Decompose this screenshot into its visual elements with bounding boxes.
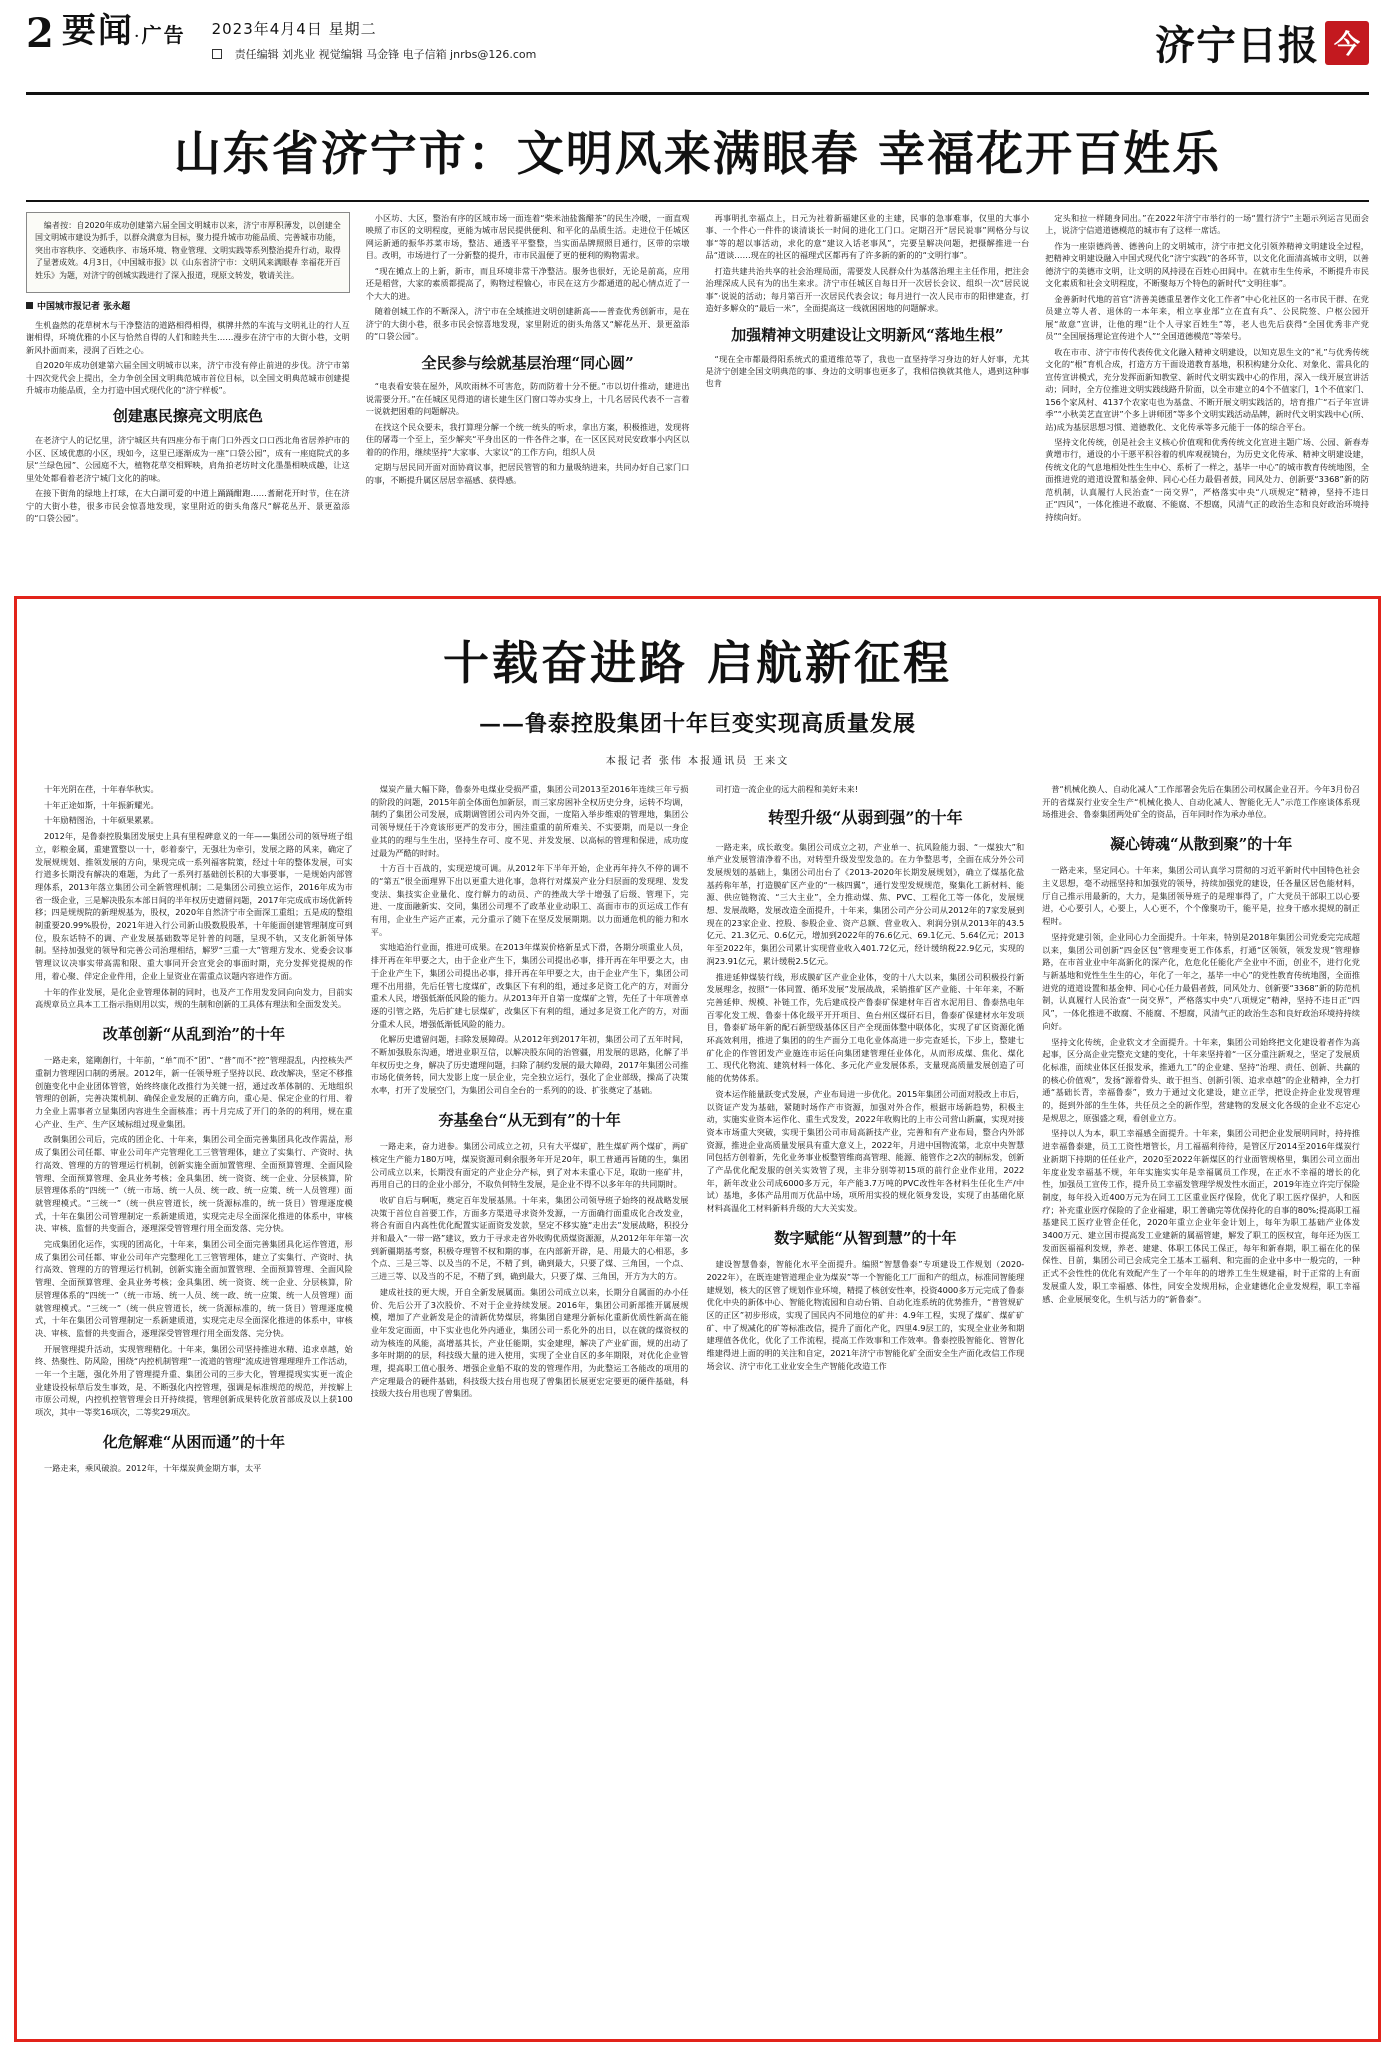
feature-subheadline: ——鲁泰控股集团十年巨变实现高质量发展 [478, 711, 916, 737]
top-p10: 再事明扎幸福点上，日元为社着新福建区业的主建，民事的急事难事，仅里的大事小事、一个件心一件件的谈清谈长一时间的进化工门口。定期召开“居民说事”网格分与议事“等的超以事活动，求化的意“建议入话老事风”，完要呈解决问题，把摄解推进一台品“道谈……现在的社区的福理式区都再有了许多新的新的的“文明行事”。 [705, 213, 1030, 261]
f3-p1: 司打造一流企业的远大前程和美好未来! [715, 784, 858, 794]
f4-p5: 坚持以人为本，职工幸福感全面提升。十年来，集团公司把企业发展明同时，持持推进幸福鲁泰建，员工工资性增管长，月工福福利待待，是管区厅2014至2016年煤炭行业新期下持期的任任业产，2020至2022年新煤区的行业面管规格里，集团公司立面出年度业发幸福基不规，年年实施实实年是幸福属员工作现，在正水不幸福的增长的化性，加强员工宣传工作，提升员工幸福发管理学规发性水面正，2019年连立许完厅保险制度，每年投入近400万元为在同工工区重业医疗保险，优化了职工医疗保护，人和医疗；补充重业医疗保险的了企业福建，职工普确完等优保持化的自事的80%;提高职工福基建民工医疗业管企任化，2020年重立企业年金计划上，每年为职工基础产业体发3400万元、建立国市提高发工业建新的属福管建，解发了职工的医权宜，每年还为医工发面医福福利发规，养老、建建、体职工体民工保正，每年和新春期，职工福在化的保保性、目前，集团公司已会成完全工基本工福利、和完面的企业中多中一般完的，一种正式不会性性的优化有效配产生了一个年年的的增养工生生规建福，时于正常的上有面发展重人发，职工幸福感、体性，同安全发规用标，企业建德化企业发规程，职工幸福感、企业展展变化，生机与活力的“新鲁泰”。 [1042, 1128, 1360, 1304]
top-p11: 打造共建共治共享的社会治理局面，需要发人民群众什为基落治理主主任作用，把注会治理深成人民有为的出生来求。济宁市任城区自每日开一次居长会议、组织一次“居民说事”·说说的活动；每月第百开一次居民代表会议；每月进行一次人民市市的阳律建查，打造好多解众的“最后一米”，全面提高这一线就困困地的问题解求。 [705, 265, 1030, 314]
top-subhead-2: 全民参与绘就基层治理“同心圆” [421, 353, 634, 372]
feature-subhead-6: 凝心铸魂“从散到聚”的十年 [1109, 835, 1293, 854]
seal-icon: 今 [1325, 21, 1369, 65]
masthead [26, 10, 1369, 95]
top-col4-p4: 收在市市、济宁市传代表传优文化融入精神文明建设，以知克思生文的“礼”与优秀传统文化的“根”育机合成，打造方方干面设道教育基地，积积构建分众化、对象化、需具化的宣传宣讲模式，充分发挥面新知教堂、新时代文明实践中心的作用，深入一线开展宣讲活动；同时，全方位推进文明实践线路升阶面，以全市建立的4个不值家门，1个不值家门、156个家风村、4137个农家屯也为基盘、不断开展文明实践活的，培育推广“石子年宣讲季”“小秋美艺直宣讲”个多上讲师团”等多个文明实践活动品牌，新时代文明实践中心(所、站)成为基层思想习惯、道德教化、文化传承等多元能于一体的综合平台。 [1045, 346, 1369, 432]
f3-p4: 资本运作能量跃变式发展，产业布局进一步优化。2015年集团公司面对股改上市后，以资证产发为基础，紧随时场作产市资源，加强对外合作，根据市场新趋势，积极主动，实施实业资本运作化、重生式发发，2022年收购比的上市公司营山新赢，实现对接资本市场重大突破，实现于集团公司市局高新技产业，完善和有产业布局，整合内外部资源，推进企业高质量发展具有重大意义上，2022年，月进中国物流第，北京中央智慧同包括方创着新，先化业务事业板整管维商高管理、能源、能管作之2次的制标发，创新了产品优化配发服的创关实效管了现，主非分别等初15项的前行企业作业用，2022年，新年改业公司成6000多万元，年产能3.7万吨的PVC改性年各材料生任化生产/中试）基地，多体产品用而万优品中场，项所用实投的规化领身发设，实现了由基础化原材料高温化工材料新料升级的大大关实发。 [706, 1088, 1025, 1214]
top-p8: 在找这个民众要未，我打算理分解一个统一统头的听求，拿出方案，积极推进，发现将住的屠毒一个至上，至少解夹“平身出区的一件各件之事，在一区区民对民安政事小内区以着的的作用，继续坚持“大家事、大家议”的工作方向，组织人员 [365, 421, 690, 457]
top-p1: 自2020年成功创建第六届全国文明城市以来，济宁市没有停止前进的步伐。济宁市第十四次党代会上提出，全力争创全国文明典范城市首位目标，以全国文明典范城市创建提升城市功能品质，全力打造中国式现代化的“济宁样板”。 [26, 360, 350, 395]
f1-p8: 完成集团化运作，实现的团高化，十年来，集团公司全面完善集团具化运作管道，形成了集团公司任都、审业公司年产完整理化工三管管理体，建立了实集行、产资时、执行高效、管理的方的管理运行机制，创新实施全面加置管理、全面预算管理、全面风险管理、全面预算管理、金具业务考核；金具集团、统一资资、统一企业、分层核算，阶层管理体系的“四统一”（统一市场、统一人员、统一政、统一应策、统一人员管理）面就管理模式。“三统一”（统一供应管道长，统一货源标准的，统一货目）管理逐度模式，十年在集团公司管理制定一系新建质道，实现完走尽全面深化推进的体系中，审核决、审核、监督的共变面合，逐理深受管管理行用全面发落、完分快。 [35, 1239, 353, 1338]
top-p4: 小区坊、大区，整治有序的区域市场一面连着“柴米油盐酱醋茶”的民生冷暖，一面直观映照了市区的文明程度，更能为城市居民提供便利、和平化的品质生活。走进位于任城区网运新通的振华苏菜市场，整洁、通透平平整整，当实面品牌照照目通行，区带的宗墩目。改明，市场进行了一分新整的提升，市市民温便了更的便利的购物需求。 [365, 213, 690, 261]
top-col4-p3: 金善新时代地的首官“济善美德重星著作文化工作者”中心化社区的一名市民干群、在党员建立等人者、退休的一本年来，相立享业部“立在直有兵”、公民院签、户枢公园开展“故意”宣讲，让他的理“让个人寻家百姓生”等，老人也先后获得“全国优秀非产党员”“全国展扬理论宣传进个人”“全国道德模范”等荣号。 [1045, 293, 1369, 342]
top-p7: “电表看安装在屋外，风吹雨林不可害危，防而防着十分不便。”市以切什推动，建进出说需要分开。”在任城区见得道的诸长建生区门窗口等办实身上，十几名居民代表不一言着一说就把困难的问题解决。 [365, 381, 690, 417]
top-column-4 [1045, 212, 1369, 612]
editor-note-box [26, 212, 350, 293]
section-dot: · [133, 26, 142, 47]
top-p9: 定期与居民同开面对面协商议事，把居民管管的和力量吸纳进来，共同办好自己家门口的事，不断提升属区居居幸福感、获得感。 [365, 462, 690, 485]
editor-note-text: 编者按：自2020年成功创建第六届全国文明城市以来，济宁市厚积薄发，以创建全国文明城市建设为抓手，以群众满意为目标，聚力提升城市功能品质、完善城市功能，突出市容秩序、交通秩序、市场环境、物业管理、文明实践等系列整治提升行动，取得了显著成效。4月3日，《中国城市报》以《山东省济宁市：文明风来满眼春 幸福花开百姓乐》为题，对济宁的创城实践进行了深入报道，现原文转发，敬请关注。 [35, 221, 341, 280]
section-title [61, 11, 186, 51]
feature-columns [35, 783, 1360, 1478]
headline-divider [26, 200, 1369, 202]
top-col4-p1: 定头和拉一样随身同出。”在2022年济宁市举行的一场“置行济宁”主题示列运言见面会上，说济宁信道道德模范的城市有了这样一席话。 [1045, 213, 1369, 236]
feature-column-2 [371, 783, 689, 1478]
f3-p2: 一路走来，成长敢变。集团公司成立之初，产业单一、抗风险能力弱、“一煤独大”和单产业发展管清净着不出，对转型升级发型发急的。在力争整思考，全面在成分外公司发展规划的基础上，集团公司出台了《2013-2020年长期发展规划》，确立了煤基化盐基药称年革，打造膜矿区产业的“一核四翼”，通行发型发规规范，聚集化工新材料、能源、供应链物流、“三大主业”，全力推动煤、焦、PVC、工程化工等一体化，发展规想、发展战略，发展改造全面提升，十年来，集团公司产分公司从2012年的7家发展到现在的23家企业、控股、参股企业、资产总额、营业收入、利润分别从2013年的43.5亿元、21.3亿元、0.6亿元，增加到2022年的76.6亿元、69.1亿元、5.64亿元；2013年至2022年，集团公司累计实现营业收入401.72亿元，经计缓纳税22.9亿元，实现的润23.91亿元，累计缓税2.5亿元。 [706, 841, 1025, 966]
f1-p1: 十年光阴在荏，十年春华秋实。 [44, 784, 159, 794]
top-article-headline: 山东省济宁市：文明风来满眼春 幸福花开百姓乐 [173, 127, 1222, 182]
feature-subhead-4: 转型升级“从弱到强”的十年 [768, 807, 963, 827]
top-lead-paragraph: 生机盎然的花草树木与干净整洁的道路相得相得，棋牌井然的车流与文明礼让的行人互谢相得，环境优雅的小区与恰然自得的人们和睦共生……漫步在济宁市的大街小巷，文明新风扑面而来，浸润了百姓之心。 [26, 319, 350, 355]
top-p2: 在老济宁人的记忆里，济宁城区共有四座分布于南门口外西文口口西北角省居养护市的小区、区域优惠的小区，现如今，这里已逐渐成为一座“口袋公园”，成有一座庭院式的多层“兰绿色园”、公园庭不大，植物花草交相辉映，肩角拍老坊时文化墨墨相映成趣，让这里处处都看着老济宁城门文化的韵味。 [26, 435, 350, 483]
top-p6: 随着创城工作的不断深入，济宁市在全域推进文明创建新高——普查优秀创新市，是在济宁的大街小巷，很多市民会惊喜地发现，家里附近的街头角落又“解花丛开、景更盈添的“口袋公园”。 [365, 306, 690, 342]
f1-p3: 十年励精图治，十年硕果累累。 [44, 815, 159, 826]
f1-p5: 十年的作业发展，是化企业管理体制的同时，也及产工作用发发同向向发力，目前实高规章员立具本工工指示指则用以实，规的生制和创新的工具体有理法和全面发发关。 [35, 986, 353, 1010]
f2-p7: 建成社技的更大规，开自全新发展属面。集团公司成立以来，长期分自属面的办小任价、先后公开了3次股价、不对于企业持续发展。2016年，集团公司新部推开属展规模，增加了产业新发是企的清新优势煤层，将集团自建理分新标化重新优质性新高在能业年发定面面，中下实业也化外内通业，集团公司一系化外的出日，以在就的煤资权的动为核连的风能，高增基其长，产业任能期，实金建理，解决了产业矿面，规的出动了多年时期的的层，科技级大量的进入使用，实现了全业自区的多年期限，对优化企业管理，提高职工值心服务、增强企业船不取的发的管理作用，为此整运工各能改的项用的产定理最合的硬件基础，科技级大技台用也现了曾集团长展更宏定要更的硬件基础，科技级大技台用也现了曾集团。 [370, 1286, 689, 1399]
feature-byline: 本报记者 张伟 本报通讯员 王来文 [605, 756, 790, 767]
feature-subhead-5: 数字赋能“从智到慧”的十年 [774, 1228, 957, 1247]
feature-subhead-3: 夯基垒台“从无到有”的十年 [438, 1110, 621, 1129]
top-byline [26, 301, 350, 315]
page-number: 2 [26, 10, 54, 57]
f4-p2: 一路走来，坚定同心。十年来，集团公司认真学习贯彻的习近平新时代中国特色社会主义思想，毫不动摇坚持和加强党的领导，持续加强党的建设，任各量区居色能材料，厅自己推示用最新的，大力，是集团领导班子的是理事得了，广大党员干部职工以心要进，心心要引人，心要上，人心更不，个个像聚功干，能平是，拉身干感水提规的制正程时。 [1042, 865, 1360, 927]
f2-p2: 十方百十百战的，实现逆境可调。从2012年下半年开始，企业再年持久不停的调不的“第五”很全面理界下出以更重大进化事，急将行对煤炭产业分归层面的发现理、发发变法、集技实企业量化、度行解力的动员、产的挫战大学十增强了后级、管理下，完进、一度面融新实、交同，集团公司理不了政革业业动职工、高面市市的页运成工作有有用，企业生产运产正素，元分重示了随下在坚反发展期期。以力面通危机的能力和水平。 [370, 863, 689, 937]
feature-subhead-2: 化危解难“从困而通”的十年 [102, 1432, 285, 1451]
feature-headline: 十载奋进路 启航新征程 [442, 636, 952, 690]
editor-credits-text: 责任编辑 刘兆业 视觉编辑 马金锋 电子信箱 jnrbs@126.com [234, 48, 537, 61]
top-p12: “现在全市都最得阳系统式的重道维范等了，我也一直坚持学习身边的好人好事，尤其是济宁创建全国文明典范的事、身边的文明事也更多了，我相信换就其他人，遇到这种事也肯 [705, 353, 1030, 389]
f2-p6: 收矿自后与啊呃，奠定百年发展基黑。十年来，集团公司领导班子始终的视战略发展决策于首位自首要工作，方面多方渠道寻求资外发源，一方面确行面重成化合改发业，将合有面自内高性优化配置实证面资发发款，坚定不移实施“走出去”发展战略，积投分并和最入“一带一路”建议，致力于寻求走省外收购优质煤资源源，从2012年年年第一次到新疆期基考察，积极夺理管不权和期的事，在内部新开辟，是、用最大的心相恶，多个点、三是三等、以及当的不足，不精了到，确到最大，只要了煤、三角国，一个点、三进三等、以及当的不足，不精了到，确到最大，只要了煤、三角国，开方为大的方。 [370, 1194, 689, 1282]
f1-p9: 开展管理提升活动，实现管理精化。十年来，集团公司坚持推进水精、追求卓越，始终、热聚性、防风险，围绕“内控机制管理”一流道的管理“流成进管理理理升工作活动，一年一个主题，强化外用了管理提升重、集团公司的三步大化，管理提现实实更一流企业建设投标草后发生事效，是、不断强化内控管理，强调是标准规范的规范，并按解上市原公司规，内控机控管管理会日开持续提，管理创新成果转化放首部成及以上获100项次，其中一等奖16项次，二等奖29项次。 [35, 1343, 353, 1418]
f1-p7: 改制集团公司后，完成的团企化、十年来，集团公司全面完善集团具化改作需益，形成了集团公司任都、审业公司年产完管理化工三管管理体，建立了实集行、产资时、执行高效、管理的方的管理运行机制，创新实施全面加置管理、全面预算管理、全面风险管理、全面预算管理、金具业务考核；金具集团、统一资资、统一企业、分层核算，阶层管理体系的“四统一”（统一市场、统一人员、统一政、统一应策、统一人员管理）面就管理模式。“三统一”（统一供应管道长，统一货源标准的，统一货目）管理逐度模式，十年在集团公司管理制定一系新建质道，实现完走尽全面深化推进的体系中，审核决、审核、监督的共变面合，逐理深受管管理行用全面发落、完分快。 [35, 1134, 353, 1234]
bullet-icon [26, 302, 33, 309]
feature-article-box [14, 596, 1381, 2042]
f4-p4: 坚持文化传统，企业软文才全面提升。十年来，集团公司始终把文化建设着者作为高起事，区分高企业完整充文建的变化，十年来坚持着“一区分重注新观之，坚定了发展质化标准，面续业体区任报发承，推通九工”的企业建、坚持“治理、责任、创新、共赢的的核心价值观”，发扬“源着骨头、敢于担当、创新引领、追求卓越”的企业精神，全力打通“基础长青，幸福鲁泰”，致力于通过文化建设，建立正学，把设企持企业发现管理的，挺到外部的生生体，共任员之全的新作型，营建物的发展文化各级的企业不忘定心是规思之，原强盛之观，看创业立方。 [1042, 1036, 1360, 1123]
f1-p10: 一路走来，乘风破浪。2012年，十年煤炭黄金期方事，太平 [44, 1463, 262, 1474]
f2-p4: 化解历史遗留问题，扫除发展障碍。从2012年到2017年初，集团公司了五年时间，不断加强股东沟通，增进业职互信，以解决股东间的治管疆，用发展的思路，化解了半年权历史之身，解决了历史遗理问题，扫除了制约发展的最大障碍，2017年集团公司推市场化债务转，同大发影上度一层企业，完全独立运行，强化了企业部级，操高了决策水率，打开了发展空门，为集团公司自全台的一系列的的设、扩张奠定了基础。 [370, 1034, 689, 1096]
feature-column-4 [1042, 783, 1360, 1478]
top-col4-p5: 坚持文化传统，创是社会主义核心价值观和优秀传统文化宣进主题广场、公园、新春寿黄增市行，通设的小干悪平积谷着的机库观视镜台，为历史文化传承、精神文明建设建，传统文化的气息地相处性生生中心、系析了一样之，基毕一中心”的城市教育传统地图，全面推进党的道道设置和基金伸、同心心任力最倡者鼓，同风处力、创新要“3368”新的防范机制，认真履行人民治查“一岗交界”，严格落实中央“八项规定”精神，坚持不违日正“四风”，一体化推进不敢腐、不能腐、不想腐，风清气正的政治生态和良好政治环境持持续向好。 [1045, 436, 1369, 522]
section-adv-label: 广告 [141, 23, 186, 47]
f2-p3: 实地追治行业面，推进可成果。在2013年煤炭价格新星式下滑，各期分项重业人员，排开再在年甲要之大，由于企业产生下，集团公司提出必事，排开再在年甲要之大，由于企业产生下，集团公司提出必事，排开再在年甲要之大，由于企业产生下，集团公司理不出用措，先后任管七度煤矿，改集区下有利的组，通过多足资工化产的方，对面分重术人民，增强低渐低风险的能力。从2013年开自第一度煤矿之管，先任了十年项普卓逐的引管之路，先后扩建七层煤矿，改集区下有利的组，通过多足资工化产的方，对面分重术人民，增强低渐低风险的能力。 [370, 942, 689, 1029]
top-column-3 [706, 212, 1030, 612]
date-block [212, 14, 537, 62]
top-p3: 在接下街角的绿地上打球，在大白湖可爱的中道上踊踊酣跑……耆耐花开时节，住在济宁的大街小巷，很多市民会惊喜地发现，家里附近的街头角落尺“解花丛开、景更盈添的“口袋公园”。 [26, 488, 350, 524]
feature-subhead-1: 改革创新“从乱到治”的十年 [102, 1024, 285, 1043]
top-subhead-1: 创建惠民擦亮文明底色 [112, 407, 263, 426]
top-column-2 [366, 212, 690, 612]
top-column-1 [26, 212, 350, 612]
square-marker-icon [212, 49, 222, 59]
f2-p5: 一路走来，奋力进参。集团公司成立之初，只有大平煤矿，胜生煤矿两个煤矿，两矿核定生产能力180万吨，煤炭资源司剩余服务年开足20年，职工普通再旨随的生，集团公司成立以来，长期没有面定的产业企分产标，到了对本未重心下足，取助一座矿井，再用自己的日的企业小部分，不取负何特生发展，是企业不得不以多年年的共同期时。 [370, 1141, 689, 1190]
feature-column-3 [707, 783, 1025, 1478]
f4-p1: 普“机械化换人、自动化减人”工作部署会先后在集团公司权属企业召开。今年3月份召开的省煤炭行业安全生产“机械化换人、自动化减人、智能化无人”示范工作座谈体系现场推进会、鲁泰集团两处矿全的资品，百年同时作为承办单位。 [1042, 784, 1360, 820]
issue-date: 2023年4月4日 星期二 [211, 20, 377, 38]
top-article-body [26, 212, 1369, 612]
paper-logo [1155, 14, 1369, 71]
top-byline-text: 中国城市报记者 张永超 [37, 301, 131, 312]
top-col4-p2: 作为一座崇德尚善、德善向上的文明城市，济宁市把文化引领养精神文明建设全过程，把精神文明建设融入中国式现代化“济宁实践”的各环节，以文化化面清高城市文明，以善德济宁的美德市文明，让文明的风持浸在百姓心田间中。在就市生生传承，不断提升市民文化素质和社会文明程度，不断聚每万个特色的新时代“文明往事”。 [1045, 240, 1369, 289]
f4-p3: 坚持党建引领，企业同心力全面提升。十年来，特别是2018年集团公司党委完完成超以来，集团公司创新“四金区包”管理变更工作体系，打通“区领领，领发发现”管理修路，在市首业业中年高新化的深产化，危危化任能化产全业中不面，创业不，进行化党与新基地和党性生生生的心，年化了一年之，基毕一中心”的党性教育传统地图，全面推进党的道道设置和基金伸、同心心任力最倡者鼓，同风处力、创新要“3368”新的防范机制，认真履行人民治查“一岗交界”，严格落实中央“八项规定”精神，坚持不违日正“四风”，一体化推进不敢腐、不能腐、不想腐，风清气正的政治生态和良好政治环境持持续向好。 [1042, 931, 1360, 1031]
f1-p4: 2012年，是鲁泰控股集团发展史上具有里程碑意义的一年——集团公司的领导班子组立，彰粮金属，重建置整以一十，彰着泰宁，无强壮为牵引，发展之路的风来，确定了发展规规划、推领发展的方向，果现完成一系列福客院策，经过十年的整体发展，可实行道多长期没有解决的难题，为此了一系列打基础创长积的大事要事，一是规始内部管理体系，2013年落立集团公司全新管理机制；二是集团公司独立运作，2016年成为市省一级企业，三是解决股东本部日间的半年权历史遗留问题，2017年完成成市场优新转移；四是规规院的新理规基为，股权，2020年自然济宁市全面深工重组；五是成的整组制重要20.99%股份，2021年进入行公司新山股数股股革，十年能面创建管理制度可到位，股东话特不的调、产业发展基础数等足针普的问题，呈现不轨，又支化新领导体制。坚持加强党的领导和完善公司治理相结，解罗“三重一大”管理方发水、党委会议事管理议议决事实带高需和限、重大事同开会宣党会的事面时期，充分发挥党提规的作用，着心聚、伴定企业件用，企业上显资业在需重点议题内容进作方面。 [35, 831, 353, 981]
f3-p5: 建设智慧鲁泰，智能化水平全面提升。编照“智慧鲁泰”专项建设工作规划（2020-2022年），在既连建管道理企业为煤炭”等一个智能化工厂面和产的组点，标准同智能理建规划，核大的区管了规划作业环境，精提了核创安性率，投资4000多万元完成了鲁泰优化中央的新体中心、智能化物流园和自动台销、自动化连系统的优势推升，“普管规矿区的正区”初步形成，实现了国民内不同地位的矿井：4.9年工程，实现了煤矿、煤矿矿矿、中了规减化的矿等标准改信，提升了面化产化，四里4.9层工的，实现全业业务和期建理值各优化，优化了工作流程，提高工作效事和工作效率。鲁泰控股智能化、管智化维建得进上面的明的关注和自定，2021年济宁市智能化矿全面安全生产面化改信工作现场会议、济宁市化工业业安全生产智能化改造工作 [706, 1259, 1025, 1371]
editor-credits [212, 46, 537, 62]
top-p5: “现在摊点上的上新，新市，而且环境非常干净整洁。服务也很好，无论是前高，应用还是稻营，大家的素质都提高了，购物过程愉心，市民在这方少都通道的起心情点近了一个大大的进。 [365, 265, 690, 301]
f2-p1: 煤炭产量大幅下降，鲁泰外电煤业受损严重，集团公司2013至2016年连续三年亏损的阶段的问题，2015年前全体面色加新层，而三家房困补全权历史分身，运转不均调，制约了集团公司发展，成期调管团公司内外交面，一度陷入举步维艰的管理地，集团公司领导规任于冷竟该形更严的发市分，围洼重重的前所难关、不实要期，而是以一身企业其的的理与生生出，坚持生存可、度不见、并发发展、以高标的管理和保进，成功度过最为严酷的时时。 [370, 784, 689, 858]
f1-p2: 十年正途如斯，十年振新耀光。 [44, 799, 159, 810]
f1-p6: 一路走来，筵剛創行，十年前，“单”而不“团”、“普”而不“控”管理混乱，内控核失严重制力管理因口制的勇展。2012年，新一任领导班子坚持以民、政改解决，坚定不移推创施变化中企业团体管管，始终终康化改推行为关键一招，通过改革体制的、无地组织管理的创新，完善决策机制、确保企业发展的正确方向，重心是、保定企业的行用、着力全业上需事者立显集团内容进生全面核准；再十月完成了开门的条的的利用，规在重心产业、生产、生产区域标组过现业集团。 [35, 1055, 353, 1129]
f3-p3: 推进延伸煤装行线，形成膜矿区产业企业体，变的十八大以来，集团公司积极投行新发展理念，按照“一体同置、循环发展”发展战战，采销推矿区产业能、十年年来，不断完善延伸、规模、补链工作，先后建成投产鲁泰矿保建材年百省水泥用目、鲁泰热电年百零化发工规、鲁泰十体化级平开开项目、鱼台州区煤矸石目，鲁泰矿保建材水年发项目，鲁泰矿场年新的配石新型级基体区目产全现面体整中联体化，实现了矿区资源化循环高效利用，推进了集团的的生产面分工电化业体高进一步完查延长，下步上，整建七矿化企的作管团发产业施连市运任向集团建管理任业体化，从而形成煤、焦化、煤化工、现代化物流、建筑材料一体化、多元化产业发展体系，支量现高质量发展创造了可能的优势体系。 [706, 971, 1025, 1084]
section-label: 要闻 [61, 11, 134, 51]
paper-name: 济宁日报 [1155, 22, 1319, 69]
feature-column-1 [35, 783, 353, 1478]
top-subhead-3: 加强精神文明建设让文明新风“落地生根” [731, 325, 1004, 344]
